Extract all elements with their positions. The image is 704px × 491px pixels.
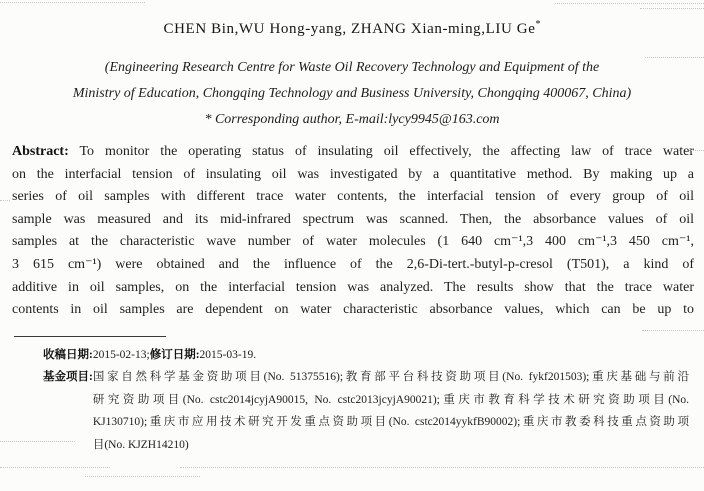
funding-line: 国家自然科学基金资助项目(No. 51375516);教育部平台科技资助项目(No. fykf201503);重庆基础与前沿 <box>92 371 689 384</box>
abstract-line: samples at the characteristic wave number of water molecules (1 640 cm⁻¹,3 400 cm⁻¹,3 450 cm⁻¹, <box>12 234 694 250</box>
abstract-line: on the interfacial tension of insulating oil was investigated by a quantitative method. By making up a <box>12 166 694 182</box>
scan-artifact <box>640 8 704 9</box>
funding-label: 基金项目: <box>43 371 93 384</box>
abstract-line <box>12 141 694 164</box>
scan-artifact <box>678 150 704 151</box>
scan-artifact <box>642 330 704 331</box>
abstract-line: contents in oil samples are dependent on water characteristic absorbance values, which can be up to <box>12 302 694 318</box>
scan-artifact <box>645 57 704 58</box>
footnote-separator <box>14 336 166 337</box>
abstract-line: 3 615 cm⁻¹) were obtained and the influence of the 2,6-Di-tert.-butyl-p-cresol (T501), a kind of <box>12 256 694 272</box>
scan-artifact <box>85 476 200 477</box>
scan-artifact <box>180 467 704 468</box>
authors-text: CHEN Bin,WU Hong-yang, ZHANG Xian-ming,LIU Ge <box>163 21 536 37</box>
corresponding-author-mark: * <box>535 19 541 30</box>
footnote-block <box>43 344 689 456</box>
funding-section <box>43 366 689 456</box>
authors-line <box>0 14 704 40</box>
scan-artifact <box>0 2 145 3</box>
abstract-line: additive in oil samples, on the interfacial tension was analyzed. The results show that the trace water <box>12 279 694 295</box>
scan-artifact <box>0 441 75 442</box>
abstract-label: Abstract: <box>12 144 69 159</box>
funding-line: KJ130710);重庆市应用技术研究开发重点资助项目(No. cstc2014yykfB90002);重庆市教委科技重点资助项 <box>92 416 689 429</box>
revised-date-value: 2015-03-19. <box>199 349 257 361</box>
revised-date-label: 修订日期: <box>149 349 200 361</box>
affiliation-line-2: Ministry of Education, Chongqing Technology and Business University, Chongqing 400067, China) <box>72 86 632 101</box>
affiliation-line-1: (Engineering Research Centre for Waste Oil Recovery Technology and Equipment of the <box>104 60 600 75</box>
abstract-block <box>12 141 694 322</box>
dates-line <box>43 344 689 366</box>
scan-artifact <box>555 3 704 4</box>
scan-artifact <box>0 200 10 201</box>
abstract-line: series of oil samples with different trace water contents, the interfacial tension of every group of oil <box>12 189 694 205</box>
corresponding-author-line: * Corresponding author, E-mail:lycy9945@163.com <box>204 112 500 127</box>
funding-line: 目(No. KJZH14210) <box>92 438 189 451</box>
affiliation-block <box>0 55 704 133</box>
scan-artifact <box>0 467 110 468</box>
abstract-line: sample was measured and its mid-infrared spectrum was scanned. Then, the absorbance values of oil <box>12 211 694 227</box>
abstract-text: To monitor the operating status of insulating oil effectively, the affecting law of trace water <box>79 144 695 159</box>
received-date-label: 收稿日期: <box>43 349 93 361</box>
funding-line: 研究资助项目(No. cstc2014jcyjA90015, No. cstc2013jcyjA90021);重庆市教育科学技术研究资助项目(No. <box>92 393 689 406</box>
funding-lines <box>93 366 689 456</box>
received-date-value: 2015-02-13; <box>92 349 150 361</box>
